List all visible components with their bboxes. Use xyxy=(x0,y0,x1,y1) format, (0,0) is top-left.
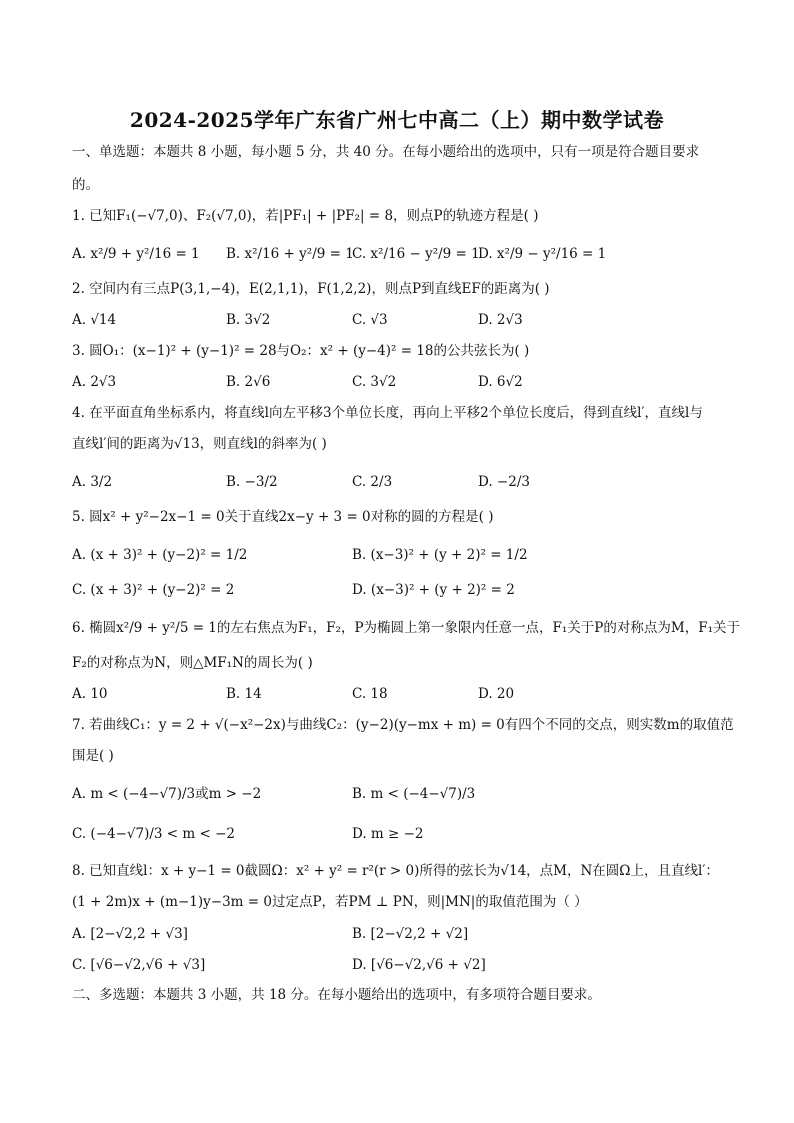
q8-option-c: C. [√6−√2,√6 + √3] xyxy=(72,957,206,973)
q8-stem-line2: (1 + 2m)x + (m−1)y−3m = 0过定点P，若PM ⊥ PN，则|MN|的取值范围为（ ） xyxy=(72,894,588,910)
q5-option-d: D. (x−3)² + (y + 2)² = 2 xyxy=(352,582,515,598)
q6-option-c: C. 18 xyxy=(352,686,388,702)
q4-option-b: B. −3/2 xyxy=(226,474,278,490)
q6-option-a: A. 10 xyxy=(72,686,108,702)
section1-heading-line2: 的。 xyxy=(72,177,99,193)
q3-stem: 3. 圆O₁：(x−1)² + (y−1)² = 28与O₂：x² + (y−4)² = 18的公共弦长为( ) xyxy=(72,343,530,359)
q3-option-c: C. 3√2 xyxy=(352,374,397,390)
q5-stem: 5. 圆x² + y²−2x−1 = 0关于直线2x−y + 3 = 0对称的圆的方程是( ) xyxy=(72,509,494,525)
q1-option-d: D. x²/9 − y²/16 = 1 xyxy=(478,246,607,262)
q6-stem-line2: F₂的对称点为N，则△MF₁N的周长为( ) xyxy=(72,655,313,671)
q8-option-b: B. [2−√2,2 + √2] xyxy=(352,926,469,942)
q2-option-a: A. √14 xyxy=(72,312,117,328)
q6-option-d: D. 20 xyxy=(478,686,515,702)
q2-option-d: D. 2√3 xyxy=(478,312,523,328)
q1-option-a: A. x²/9 + y²/16 = 1 xyxy=(72,246,200,262)
q4-option-d: D. −2/3 xyxy=(478,474,530,490)
q7-stem-line1: 7. 若曲线C₁：y = 2 + √(−x²−2x)与曲线C₂：(y−2)(y−mx + m) = 0有四个不同的交点，则实数m的取值范 xyxy=(72,717,734,733)
q5-option-c: C. (x + 3)² + (y−2)² = 2 xyxy=(72,582,235,598)
q7-option-b: B. m < (−4−√7)/3 xyxy=(352,786,476,802)
q8-stem-line1: 8. 已知直线l：x + y−1 = 0截圆Ω：x² + y² = r²(r > 0)所得的弦长为√14，点M，N在圆Ω上，且直线l′： xyxy=(72,863,719,879)
section2-heading: 二、多选题：本题共 3 小题，共 18 分。在每小题给出的选项中，有多项符合题目要求。 xyxy=(72,987,601,1003)
q7-option-d: D. m ≥ −2 xyxy=(352,826,424,842)
q1-option-c: C. x²/16 − y²/9 = 1 xyxy=(352,246,480,262)
q4-stem-line1: 4. 在平面直角坐标系内，将直线l向左平移3个单位长度，再向上平移2个单位长度后，得到直线l′，直线l与 xyxy=(72,405,703,421)
q7-option-c: C. (−4−√7)/3 < m < −2 xyxy=(72,826,235,842)
section1-heading-line1: 一、单选题：本题共 8 小题，每小题 5 分，共 40 分。在每小题给出的选项中，只有一项是符合题目要求 xyxy=(72,144,700,160)
q4-option-c: C. 2/3 xyxy=(352,474,393,490)
q1-option-b: B. x²/16 + y²/9 = 1 xyxy=(226,246,354,262)
q7-stem-line2: 围是( ) xyxy=(72,748,114,764)
q6-option-b: B. 14 xyxy=(226,686,262,702)
q5-option-a: A. (x + 3)² + (y−2)² = 1/2 xyxy=(72,547,248,563)
q6-stem-line1: 6. 椭圆x²/9 + y²/5 = 1的左右焦点为F₁，F₂，P为椭圆上第一象限内任意一点，F₁关于P的对称点为M，F₁关于 xyxy=(72,620,740,636)
q7-option-a: A. m < (−4−√7)/3或m > −2 xyxy=(72,786,262,802)
q2-option-c: C. √3 xyxy=(352,312,388,328)
q4-option-a: A. 3/2 xyxy=(72,474,113,490)
q8-option-d: D. [√6−√2,√6 + √2] xyxy=(352,957,486,973)
q3-option-a: A. 2√3 xyxy=(72,374,117,390)
q1-stem: 1. 已知F₁(−√7,0)、F₂(√7,0)，若|PF₁| + |PF₂| = 8，则点P的轨迹方程是( ) xyxy=(72,208,539,224)
q3-option-b: B. 2√6 xyxy=(226,374,271,390)
q2-stem: 2. 空间内有三点P(3,1,−4)，E(2,1,1)，F(1,2,2)，则点P到直线EF的距离为( ) xyxy=(72,281,550,297)
q8-option-a: A. [2−√2,2 + √3] xyxy=(72,926,188,942)
q2-option-b: B. 3√2 xyxy=(226,312,271,328)
q5-option-b: B. (x−3)² + (y + 2)² = 1/2 xyxy=(352,547,528,563)
q4-stem-line2: 直线l′间的距离为√13，则直线l的斜率为( ) xyxy=(72,436,327,452)
page-title: 2024-2025学年广东省广州七中高二（上）期中数学试卷 xyxy=(129,108,665,132)
q3-option-d: D. 6√2 xyxy=(478,374,523,390)
